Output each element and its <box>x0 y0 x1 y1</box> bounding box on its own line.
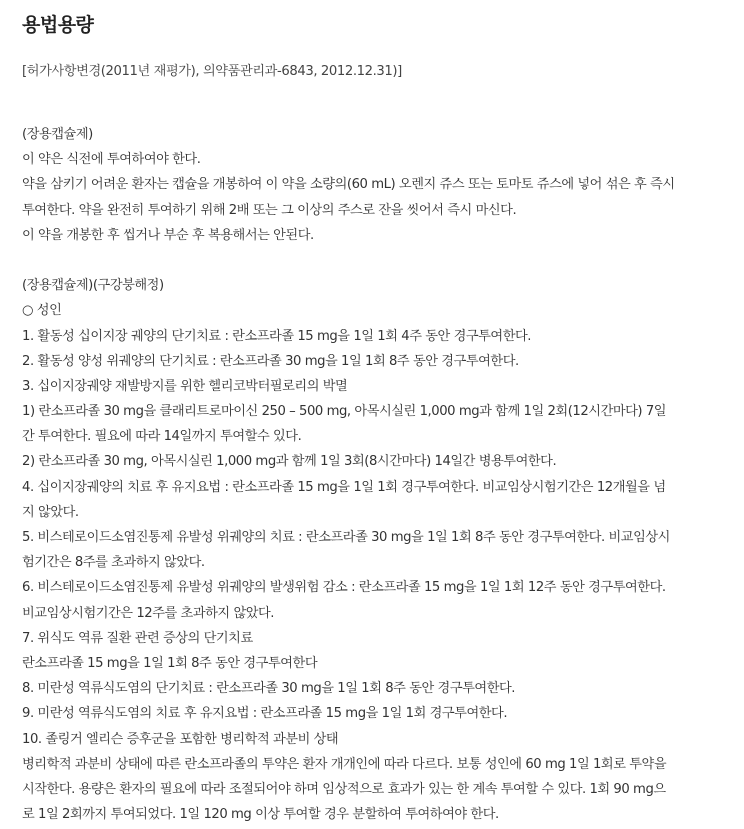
list-item: 2) 란소프라졸 30 mg, 아목시실린 1,000 mg과 함께 1일 3회(8시간마다) 14일간 병용투여한다. <box>22 454 557 470</box>
list-item-continued: 란소프라졸 15 mg을 1일 1회 8주 동안 경구투여한다 <box>22 655 318 671</box>
list-item: 4. 십이지장궤양의 치료 후 유지요법 : 란소프라졸 15 mg을 1일 1회 경구투여한다. 비교임상시험기간은 12개월을 넘 <box>22 479 666 495</box>
list-item: 5. 비스테로이드소염진통제 유발성 위궤양의 치료 : 란소프라졸 30 mg을 1일 1회 8주 동안 경구투여한다. 비교임상시 <box>22 530 670 545</box>
text-line: 이 약은 식전에 투여하여야 한다. <box>22 152 201 168</box>
text-line: 투여한다. 약을 완전히 투여하기 위해 2배 또는 그 이상의 주스로 잔을 씻어서 즉시 마신다. <box>22 202 517 218</box>
revision-note: [허가사항변경(2011년 재평가), 의약품관리과-6843, 2012.12.31)] <box>22 64 402 79</box>
list-item: 1. 활동성 십이지장 궤양의 단기치료 : 란소프라졸 15 mg을 1일 1회 4주 동안 경구투여한다. <box>22 328 532 344</box>
section-heading-enteric-capsule: (장용캡슐제) <box>22 127 93 142</box>
dosage-body <box>22 122 728 827</box>
list-item-continued: 험기간은 8주를 초과하지 않았다. <box>22 555 205 571</box>
list-item-continued: 비교임상시험기간은 12주를 초과하지 않았다. <box>22 605 275 621</box>
section-heading-capsule-odt: (장용캡슐제)(구강붕해정) <box>22 278 164 294</box>
list-item-continued: 로 1일 2회까지 투여되었다. 1일 120 mg 이상 투여할 경우 분할하여 투여하여야 한다. <box>22 807 499 823</box>
list-item: 7. 위식도 역류 질환 관련 증상의 단기치료 <box>22 630 253 646</box>
text-line: 이 약을 개봉한 후 씹거나 부순 후 복용해서는 안된다. <box>22 227 314 243</box>
list-item: 6. 비스테로이드소염진통제 유발성 위궤양의 발생위험 감소 : 란소프라졸 15 mg을 1일 1회 12주 동안 경구투여한다. <box>22 580 666 596</box>
text-line: 약을 삼키기 어려운 환자는 캡슐을 개봉하여 이 약을 소량의(60 mL) 오렌지 쥬스 또는 토마토 쥬스에 넣어 섞은 후 즉시 <box>22 177 675 193</box>
spacer <box>22 248 728 273</box>
list-item: 3. 십이지장궤양 재발방지를 위한 헬리코박터필로리의 박멸 <box>22 378 348 394</box>
page-title: 용법용량 <box>22 14 94 36</box>
list-item: 1) 란소프라졸 30 mg을 클래리트로마이신 250 – 500 mg, 아목시실린 1,000 mg과 함께 1일 2회(12시간마다) 7일 <box>22 404 667 420</box>
list-item: 10. 졸링거 엘리슨 증후군을 포함한 병리학적 과분비 상태 <box>22 731 339 747</box>
list-item-continued: 지 않았다. <box>22 504 79 520</box>
list-item-continued: 병리학적 과분비 상태에 따른 란소프라졸의 투약은 환자 개개인에 따라 다르다. 보통 성인에 60 mg 1일 1회로 투약을 <box>22 756 667 772</box>
subheading-adult: ○ 성인 <box>22 303 62 319</box>
list-item: 9. 미란성 역류식도염의 치료 후 유지요법 : 란소프라졸 15 mg을 1일 1회 경구투여한다. <box>22 706 508 722</box>
list-item: 2. 활동성 양성 위궤양의 단기치료 : 란소프라졸 30 mg을 1일 1회 8주 동안 경구투여한다. <box>22 353 519 369</box>
list-item-continued: 간 투여한다. 필요에 따라 14일까지 투여할수 있다. <box>22 429 302 445</box>
list-item-continued: 시작한다. 용량은 환자의 필요에 따라 조절되어야 하며 임상적으로 효과가 있는 한 계속 투여할 수 있다. 1회 90 mg으 <box>22 781 666 797</box>
list-item: 8. 미란성 역류식도염의 단기치료 : 란소프라졸 30 mg을 1일 1회 8주 동안 경구투여한다. <box>22 681 516 697</box>
